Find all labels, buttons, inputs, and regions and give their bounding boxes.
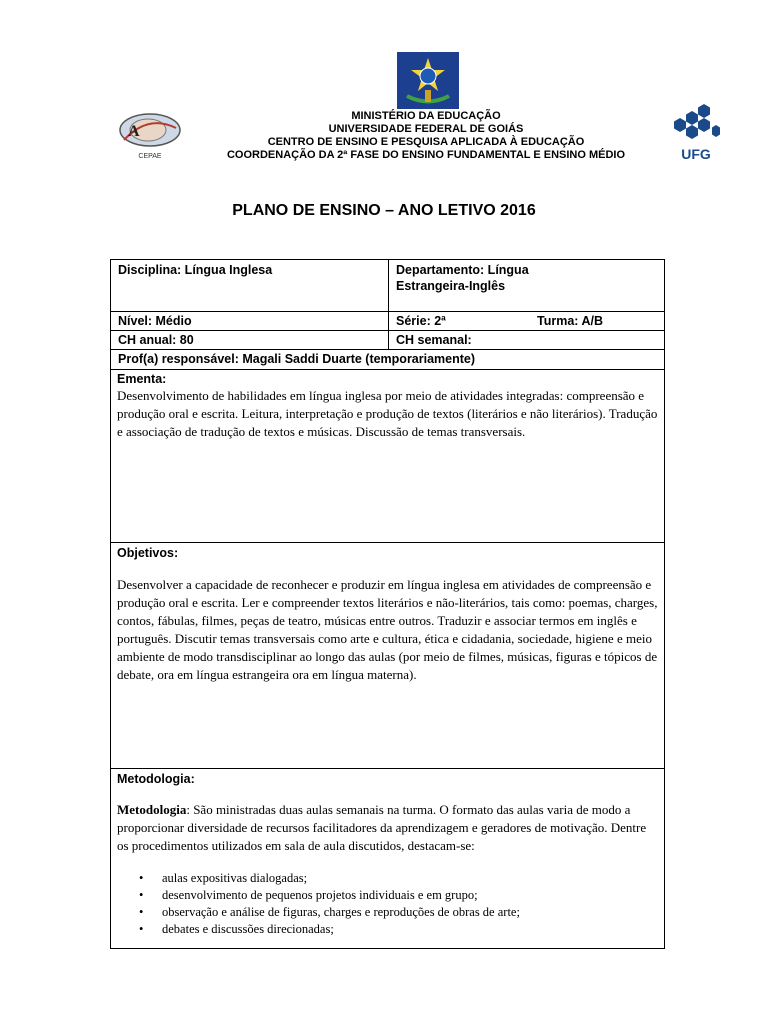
header-line-coordenacao: COORDENAÇÃO DA 2ª FASE DO ENSINO FUNDAMENTAL E ENSINO MÉDIO (226, 149, 626, 161)
svg-text:A: A (128, 123, 140, 140)
metodologia-section (111, 769, 664, 949)
list-item: • debates e discussões direcionadas; (139, 922, 334, 936)
departamento-line-2: Estrangeira-Inglês (396, 279, 506, 293)
professor-cell: Prof(a) responsável: Magali Saddi Duarte (temporariamente) (118, 352, 476, 366)
metodologia-lead: Metodologia (117, 802, 187, 817)
row-disciplina (111, 260, 664, 312)
document-title: PLANO DE ENSINO – ANO LETIVO 2016 (232, 202, 536, 219)
ch-semanal-cell: CH semanal: (396, 333, 472, 347)
ementa-label: Ementa: (117, 372, 167, 386)
disciplina-cell: Disciplina: Língua Inglesa (111, 260, 389, 311)
nivel-cell: Nível: Médio (111, 312, 389, 330)
objetivos-text: Desenvolver a capacidade de reconhecer e produzir em língua inglesa em atividades de compreensão e produção oral e escrita. Ler e compreender textos literários e não-literários, tais como: poemas, charges, contos, fábulas, filmes, peças de teatro, músicas entre outros. Traduzir e associar termos em inglês e português. Discutir temas transversais como arte e cultura, ética e cidadania, sociedade, higiene e meio ambiente de modo transdisciplinar ao longo das aulas (por meio de filmes, músicas, figuras e tópicos de debate, ora em língua estrangeira ora em língua materna). (117, 577, 658, 682)
serie-cell: Série: 2ª (396, 314, 446, 328)
procedimentos-list (117, 870, 658, 938)
metodologia-body: : São ministradas duas aulas semanais na turma. O formato das aulas varia de modo a proporcionar diversidade de recursos facilitadores da aprendizagem e geradores de motivação. Dentre os procedimentos utilizados em sala de aula discutidos, destacam-se: (117, 802, 647, 853)
brazil-coat-of-arms-logo (397, 52, 459, 109)
row-nivel (111, 312, 664, 331)
institution-header (0, 110, 768, 162)
list-item: • desenvolvimento de pequenos projetos individuais e em grupo; (139, 888, 478, 902)
objetivos-section (111, 543, 664, 769)
header-line-ministerio: MINISTÉRIO DA EDUCAÇÃO (351, 110, 501, 122)
header-line-universidade: UNIVERSIDADE FEDERAL DE GOIÁS (328, 123, 524, 135)
ementa-text: Desenvolvimento de habilidades em língua inglesa por meio de atividades integradas: compreensão e produção oral e escrita. Leitura, interpretação e produção de textos (literários e não literários). Tradução e associação de tradução de textos e músicas. Discussão de temas transversais. (117, 388, 658, 439)
departamento-line-1: Departamento: Língua (396, 263, 529, 277)
metodologia-label: Metodologia: (117, 772, 195, 786)
list-item: • observação e análise de figuras, charges e reproduções de obras de arte; (139, 905, 520, 919)
metodologia-text (117, 801, 658, 855)
objetivos-label: Objetivos: (117, 546, 179, 560)
row-ch (111, 331, 664, 350)
plan-table (110, 259, 665, 949)
departamento-cell (389, 260, 664, 311)
ufg-label: UFG (681, 146, 711, 162)
turma-cell: Turma: A/B (537, 314, 603, 328)
header-line-centro: CENTRO DE ENSINO E PESQUISA APLICADA À EDUCAÇÃO (267, 136, 585, 148)
list-item: • aulas expositivas dialogadas; (139, 871, 308, 885)
ementa-section (111, 370, 664, 543)
ch-anual-cell: CH anual: 80 (111, 331, 389, 349)
row-professor (111, 350, 664, 370)
svg-text:CEPAE: CEPAE (138, 153, 162, 160)
